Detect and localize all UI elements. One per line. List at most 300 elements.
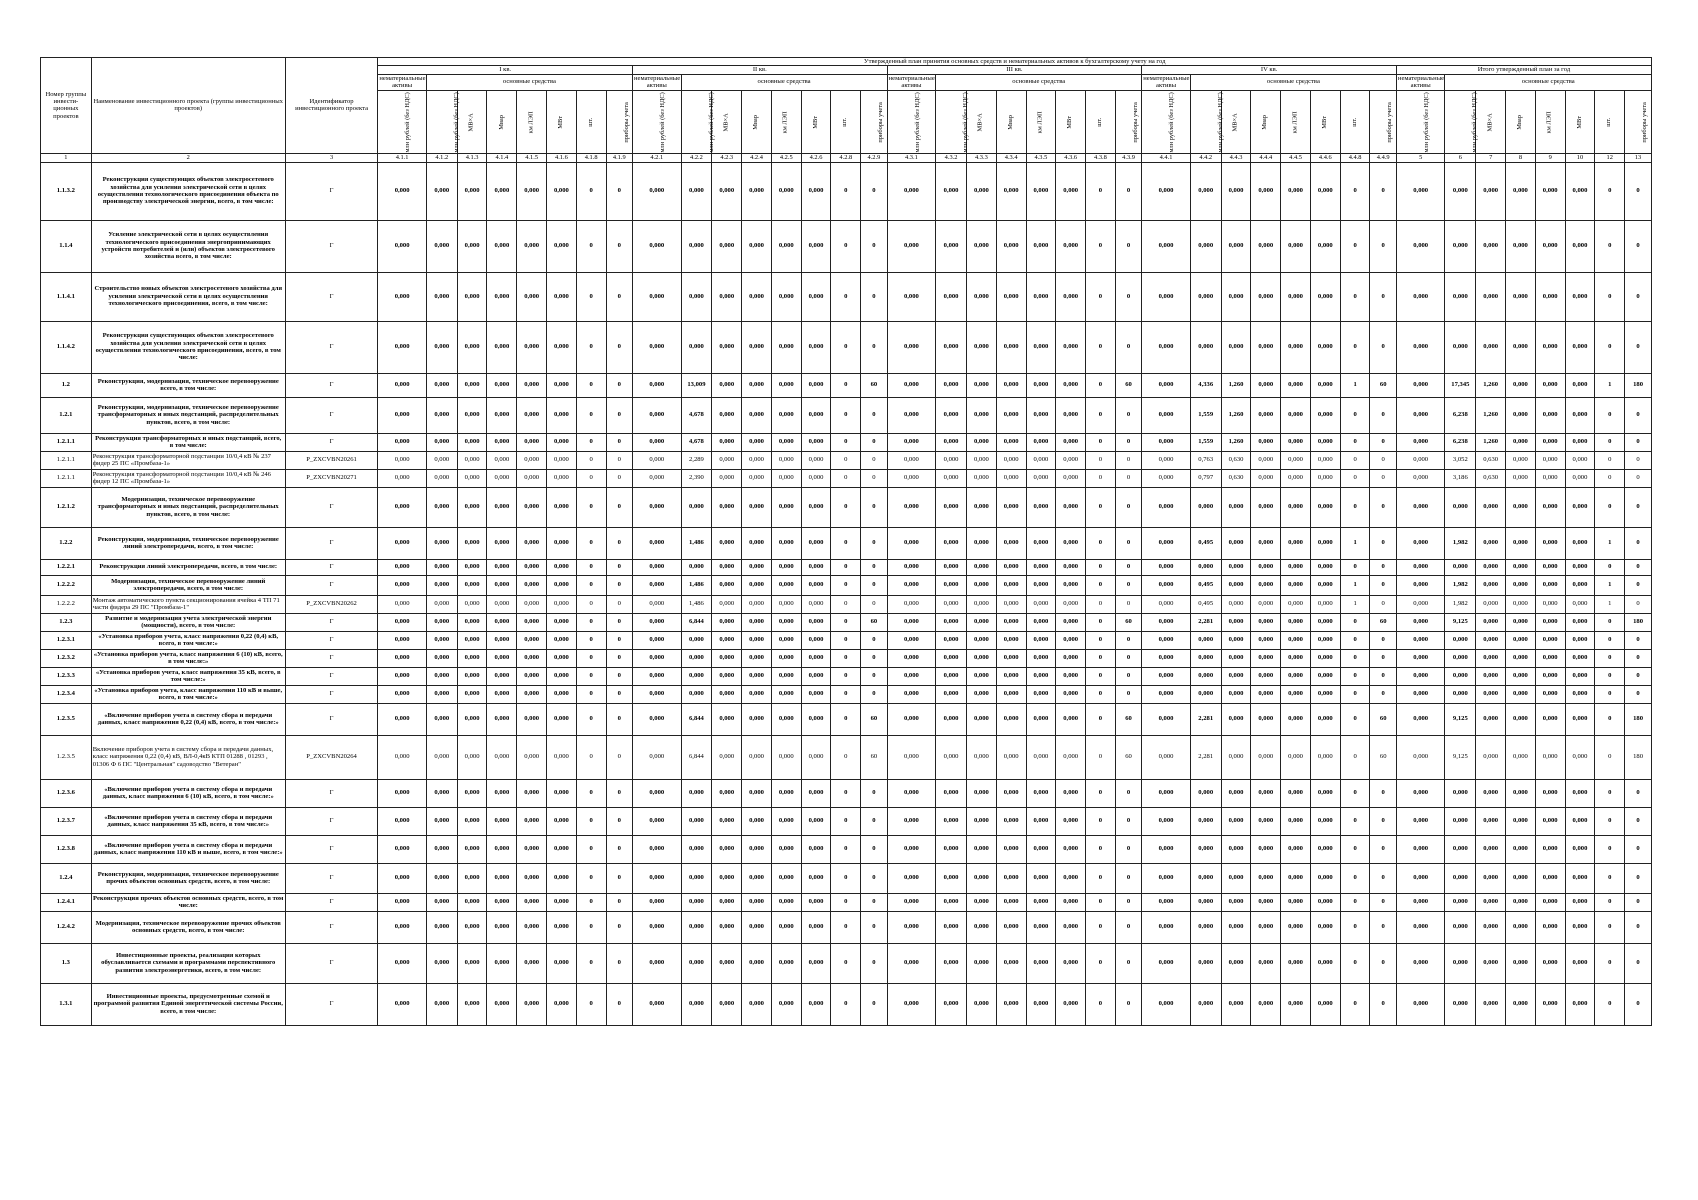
row-value: 0,000 bbox=[633, 162, 682, 220]
row-project-id: Г bbox=[285, 983, 378, 1025]
row-value: 0,000 bbox=[1251, 487, 1281, 527]
row-value: 0,000 bbox=[487, 613, 517, 631]
header-unit-label: Мвар bbox=[1006, 114, 1014, 130]
row-value: 0,000 bbox=[1506, 469, 1536, 487]
row-value: 60 bbox=[1115, 373, 1141, 397]
row-value: 0 bbox=[606, 162, 632, 220]
row-value: 0,000 bbox=[742, 943, 772, 983]
row-value: 0,000 bbox=[1445, 559, 1476, 575]
row-value: 0 bbox=[1086, 613, 1116, 631]
row-value: 0,000 bbox=[1026, 735, 1056, 779]
row-value: 0,000 bbox=[1281, 835, 1311, 863]
row-value: 0,000 bbox=[712, 735, 742, 779]
row-value: 0,000 bbox=[801, 685, 831, 703]
row-value: 1,982 bbox=[1445, 575, 1476, 595]
row-value: 0 bbox=[606, 220, 632, 272]
row-value: 0,000 bbox=[487, 835, 517, 863]
row-value: 0,000 bbox=[1396, 779, 1445, 807]
row-value: 0 bbox=[1625, 397, 1652, 433]
row-value: 0,000 bbox=[742, 835, 772, 863]
row-value: 0 bbox=[1086, 685, 1116, 703]
row-value: 0 bbox=[1086, 527, 1116, 559]
row-value: 0,000 bbox=[712, 433, 742, 451]
header-unit-label: км ЛЭП bbox=[1291, 111, 1299, 133]
row-value: 60 bbox=[861, 613, 887, 631]
row-value: 0,000 bbox=[1056, 983, 1086, 1025]
header-unit-label: Мвар bbox=[1261, 114, 1269, 130]
row-value: 0,630 bbox=[1476, 469, 1506, 487]
row-value: 0 bbox=[1340, 983, 1370, 1025]
row-value: 0,000 bbox=[378, 527, 427, 559]
row-value: 0,000 bbox=[517, 911, 547, 943]
row-value: 0 bbox=[576, 559, 606, 575]
row-value: 0 bbox=[606, 595, 632, 613]
row-value: 3,186 bbox=[1445, 469, 1476, 487]
row-value: 0,000 bbox=[1310, 272, 1340, 321]
row-value: 0,000 bbox=[1565, 835, 1595, 863]
row-value: 0 bbox=[1340, 703, 1370, 735]
row-value: 0,000 bbox=[517, 162, 547, 220]
header-unit-label: МВт bbox=[1320, 115, 1328, 129]
row-code: 1.2.3.3 bbox=[41, 667, 92, 685]
row-value: 0,000 bbox=[457, 631, 487, 649]
row-value: 0,000 bbox=[633, 595, 682, 613]
row-value: 0,000 bbox=[771, 631, 801, 649]
row-value: 0,000 bbox=[681, 807, 712, 835]
row-value: 0,000 bbox=[378, 321, 427, 373]
row-value: 0,000 bbox=[712, 272, 742, 321]
row-value: 0,000 bbox=[1281, 451, 1311, 469]
row-value: 0,000 bbox=[936, 397, 967, 433]
row-value: 0,000 bbox=[517, 272, 547, 321]
row-value: 0 bbox=[576, 893, 606, 911]
row-value: 0 bbox=[1340, 272, 1370, 321]
row-value: 0 bbox=[1115, 863, 1141, 893]
row-value: 0,000 bbox=[887, 685, 936, 703]
row-value: 0,000 bbox=[1142, 487, 1191, 527]
row-value: 0,000 bbox=[1506, 272, 1536, 321]
row-value: 0,000 bbox=[1506, 735, 1536, 779]
row-value: 0 bbox=[1625, 559, 1652, 575]
row-value: 0 bbox=[606, 321, 632, 373]
column-number: 2 bbox=[91, 153, 285, 162]
row-value: 0 bbox=[1115, 649, 1141, 667]
row-value: 0,000 bbox=[457, 649, 487, 667]
row-value: 0,000 bbox=[1142, 649, 1191, 667]
row-code: 1.2.2.1 bbox=[41, 559, 92, 575]
row-value: 0,000 bbox=[1476, 613, 1506, 631]
row-value: 0,000 bbox=[967, 911, 997, 943]
row-value: 0,000 bbox=[1251, 807, 1281, 835]
row-value: 0,000 bbox=[1026, 469, 1056, 487]
row-value: 0,000 bbox=[457, 863, 487, 893]
row-value: 0,000 bbox=[1565, 595, 1595, 613]
row-value: 0,000 bbox=[457, 983, 487, 1025]
row-value: 0 bbox=[576, 220, 606, 272]
row-value: 0 bbox=[1595, 613, 1625, 631]
row-value: 0 bbox=[1595, 162, 1625, 220]
row-value: 0,000 bbox=[1445, 667, 1476, 685]
row-value: 0 bbox=[1115, 433, 1141, 451]
header-unit bbox=[967, 90, 997, 153]
row-value: 0,000 bbox=[1026, 162, 1056, 220]
row-value: 0,000 bbox=[996, 469, 1026, 487]
row-value: 0 bbox=[1086, 649, 1116, 667]
row-value: 0,000 bbox=[1221, 779, 1251, 807]
row-value: 0 bbox=[831, 779, 861, 807]
header-unit-label: Мвар bbox=[497, 114, 505, 130]
row-value: 0,000 bbox=[1476, 272, 1506, 321]
column-number: 4.2.9 bbox=[861, 153, 887, 162]
header-intangible: нематериальные активы bbox=[634, 74, 681, 90]
row-value: 0,000 bbox=[712, 779, 742, 807]
header-intangible: нематериальные активы bbox=[1143, 74, 1190, 90]
row-value: 0,000 bbox=[1221, 162, 1251, 220]
row-value: 0 bbox=[831, 835, 861, 863]
row-value: 0,000 bbox=[547, 469, 577, 487]
row-value: 180 bbox=[1625, 735, 1652, 779]
row-code: 1.2.1.1 bbox=[41, 469, 92, 487]
row-value: 0,000 bbox=[633, 735, 682, 779]
row-value: 0,000 bbox=[1281, 983, 1311, 1025]
row-value: 0,000 bbox=[457, 807, 487, 835]
row-value: 0,000 bbox=[1310, 575, 1340, 595]
row-value: 0,000 bbox=[1056, 779, 1086, 807]
row-value: 0,000 bbox=[996, 162, 1026, 220]
row-value: 0,000 bbox=[996, 451, 1026, 469]
row-value: 0,000 bbox=[1026, 649, 1056, 667]
row-value: 0 bbox=[1595, 649, 1625, 667]
row-value: 0,000 bbox=[1281, 863, 1311, 893]
row-value: 0,000 bbox=[487, 397, 517, 433]
row-value: 0,000 bbox=[1506, 863, 1536, 893]
row-value: 1,260 bbox=[1221, 397, 1251, 433]
row-project-id: Г bbox=[285, 893, 378, 911]
row-value: 0,000 bbox=[1056, 162, 1086, 220]
row-value: 0,000 bbox=[633, 893, 682, 911]
row-value: 13,009 bbox=[681, 373, 712, 397]
row-value: 0,000 bbox=[1476, 685, 1506, 703]
header-fixed-assets: основные средства bbox=[936, 74, 1142, 90]
row-value: 0,000 bbox=[712, 943, 742, 983]
row-value: 0,000 bbox=[967, 527, 997, 559]
row-value: 0,000 bbox=[742, 469, 772, 487]
row-value: 0,000 bbox=[1535, 451, 1565, 469]
row-value: 0,000 bbox=[936, 943, 967, 983]
row-value: 0,000 bbox=[1026, 433, 1056, 451]
header-unit-label: млн рублей (без НДС) bbox=[1471, 91, 1479, 153]
row-value: 0,000 bbox=[1281, 272, 1311, 321]
row-value: 0,000 bbox=[1142, 703, 1191, 735]
header-unit bbox=[1281, 90, 1311, 153]
row-value: 0 bbox=[1595, 685, 1625, 703]
row-value: 0 bbox=[831, 685, 861, 703]
row-value: 0,000 bbox=[1281, 911, 1311, 943]
row-value: 0,000 bbox=[887, 703, 936, 735]
row-value: 0 bbox=[576, 595, 606, 613]
header-unit bbox=[1190, 90, 1224, 153]
row-value: 1,559 bbox=[1190, 433, 1221, 451]
row-value: 0,000 bbox=[1565, 220, 1595, 272]
table-row bbox=[41, 613, 1652, 631]
row-value: 0,000 bbox=[967, 575, 997, 595]
row-value: 0,000 bbox=[1281, 807, 1311, 835]
row-value: 0,000 bbox=[1565, 863, 1595, 893]
header-row-1 bbox=[41, 58, 1652, 66]
header-unit-label: МВ×А bbox=[1486, 112, 1494, 132]
row-value: 0,495 bbox=[1190, 527, 1221, 559]
row-value: 0,000 bbox=[887, 631, 936, 649]
row-value: 0,000 bbox=[996, 703, 1026, 735]
row-value: 0,000 bbox=[742, 575, 772, 595]
row-value: 0,000 bbox=[1056, 703, 1086, 735]
row-value: 0 bbox=[1340, 433, 1370, 451]
row-value: 0,000 bbox=[457, 835, 487, 863]
row-value: 0,000 bbox=[1056, 835, 1086, 863]
row-value: 0,000 bbox=[378, 469, 427, 487]
row-value: 0,000 bbox=[1142, 893, 1191, 911]
row-value: 0,000 bbox=[1565, 373, 1595, 397]
row-value: 0,000 bbox=[1565, 735, 1595, 779]
row-value: 0,000 bbox=[547, 779, 577, 807]
row-value: 0,000 bbox=[967, 807, 997, 835]
row-value: 0,000 bbox=[712, 863, 742, 893]
row-value: 0,000 bbox=[1565, 631, 1595, 649]
row-project-id: Г bbox=[285, 631, 378, 649]
row-value: 0,000 bbox=[996, 527, 1026, 559]
row-value: 0,000 bbox=[1476, 807, 1506, 835]
row-value: 0,000 bbox=[517, 667, 547, 685]
row-value: 0,000 bbox=[457, 527, 487, 559]
row-value: 0,000 bbox=[1506, 983, 1536, 1025]
row-value: 0,000 bbox=[1190, 162, 1221, 220]
row-value: 0 bbox=[831, 911, 861, 943]
row-value: 0,000 bbox=[712, 469, 742, 487]
row-value: 0 bbox=[1370, 835, 1396, 863]
row-value: 0,000 bbox=[801, 272, 831, 321]
row-value: 0,000 bbox=[457, 595, 487, 613]
row-value: 0,000 bbox=[1281, 779, 1311, 807]
row-value: 0,000 bbox=[1476, 595, 1506, 613]
row-value: 0 bbox=[1086, 667, 1116, 685]
row-value: 0,000 bbox=[1221, 321, 1251, 373]
row-value: 0,000 bbox=[712, 162, 742, 220]
row-code: 1.2.4.2 bbox=[41, 911, 92, 943]
table-row bbox=[41, 397, 1652, 433]
row-value: 1,486 bbox=[681, 575, 712, 595]
row-value: 0,630 bbox=[1476, 451, 1506, 469]
row-value: 0,000 bbox=[1565, 703, 1595, 735]
row-value: 0 bbox=[576, 527, 606, 559]
row-value: 0,000 bbox=[1476, 631, 1506, 649]
row-value: 0 bbox=[1625, 631, 1652, 649]
row-value: 0,000 bbox=[1310, 863, 1340, 893]
row-value: 0,000 bbox=[1026, 983, 1056, 1025]
row-value: 1,982 bbox=[1445, 527, 1476, 559]
row-value: 0,000 bbox=[771, 667, 801, 685]
header-unit-label: млн рублей (без НДС) bbox=[707, 91, 715, 153]
row-value: 0,000 bbox=[1056, 487, 1086, 527]
row-value: 1 bbox=[1595, 575, 1625, 595]
row-value: 0,000 bbox=[1190, 893, 1221, 911]
row-value: 0 bbox=[1115, 807, 1141, 835]
row-value: 0,000 bbox=[936, 911, 967, 943]
row-value: 0,000 bbox=[801, 649, 831, 667]
row-value: 0,000 bbox=[1506, 685, 1536, 703]
row-value: 0 bbox=[1595, 807, 1625, 835]
row-value: 0,000 bbox=[681, 667, 712, 685]
row-value: 0,000 bbox=[1142, 835, 1191, 863]
row-value: 0 bbox=[1370, 575, 1396, 595]
column-number: 4.3.6 bbox=[1056, 153, 1086, 162]
row-project-name: Реконструкция линий электропередачи, всего, в том числе: bbox=[91, 559, 285, 575]
row-value: 0 bbox=[831, 487, 861, 527]
row-value: 0,000 bbox=[633, 983, 682, 1025]
row-value: 0,000 bbox=[936, 631, 967, 649]
row-value: 0,000 bbox=[742, 667, 772, 685]
row-value: 0,000 bbox=[1396, 373, 1445, 397]
row-project-name: Инвестиционные проекты, реализация которых обуславливается схемами и программами перспективного развития электроэнергетики, всего, в том числе: bbox=[91, 943, 285, 983]
row-value: 0,000 bbox=[801, 162, 831, 220]
header-unit-label: млн рублей (без НДС) bbox=[1216, 91, 1224, 153]
row-value: 0,000 bbox=[1396, 575, 1445, 595]
row-value: 0 bbox=[1370, 487, 1396, 527]
row-value: 0,000 bbox=[742, 631, 772, 649]
row-value: 0 bbox=[606, 451, 632, 469]
row-value: 0,000 bbox=[1221, 911, 1251, 943]
row-project-id: Г bbox=[285, 220, 378, 272]
row-value: 0,000 bbox=[1310, 631, 1340, 649]
row-value: 0,000 bbox=[1251, 433, 1281, 451]
row-value: 0,000 bbox=[996, 649, 1026, 667]
header-unit-label: МВ×А bbox=[722, 112, 730, 132]
header-unit-label: шт. bbox=[1096, 117, 1104, 127]
row-value: 0,000 bbox=[936, 649, 967, 667]
row-value: 0,000 bbox=[517, 373, 547, 397]
row-value: 0,000 bbox=[1310, 779, 1340, 807]
row-value: 0,000 bbox=[1190, 321, 1221, 373]
column-number: 13 bbox=[1625, 153, 1652, 162]
row-value: 0,000 bbox=[887, 272, 936, 321]
header-unit-label: МВ×А bbox=[1231, 112, 1239, 132]
row-value: 0 bbox=[1115, 911, 1141, 943]
row-value: 0,000 bbox=[1506, 220, 1536, 272]
row-value: 0,000 bbox=[1396, 397, 1445, 433]
row-value: 0,000 bbox=[457, 397, 487, 433]
row-value: 0,000 bbox=[378, 162, 427, 220]
row-value: 0 bbox=[1625, 469, 1652, 487]
row-value: 0,000 bbox=[1506, 893, 1536, 911]
column-number: 4.4.2 bbox=[1190, 153, 1221, 162]
column-number: 4.3.2 bbox=[936, 153, 967, 162]
row-value: 0,000 bbox=[771, 272, 801, 321]
header-unit bbox=[633, 90, 682, 153]
row-value: 0,000 bbox=[633, 703, 682, 735]
row-value: 60 bbox=[1370, 373, 1396, 397]
row-value: 0 bbox=[1340, 863, 1370, 893]
row-value: 0,000 bbox=[1026, 893, 1056, 911]
row-value: 0 bbox=[1340, 397, 1370, 433]
row-value: 0,000 bbox=[1535, 559, 1565, 575]
row-value: 0,000 bbox=[1396, 527, 1445, 559]
row-value: 0 bbox=[831, 631, 861, 649]
row-value: 0,000 bbox=[801, 575, 831, 595]
row-value: 0,000 bbox=[1056, 863, 1086, 893]
row-value: 0,000 bbox=[1281, 685, 1311, 703]
header-unit-label: млн рублей (без НДС) bbox=[1168, 91, 1176, 153]
row-value: 0 bbox=[1595, 983, 1625, 1025]
row-value: 0,000 bbox=[1310, 595, 1340, 613]
row-value: 0,000 bbox=[887, 983, 936, 1025]
row-value: 0,000 bbox=[996, 779, 1026, 807]
row-value: 0 bbox=[576, 373, 606, 397]
row-value: 60 bbox=[1115, 703, 1141, 735]
row-value: 0 bbox=[1086, 943, 1116, 983]
row-value: 0,000 bbox=[1190, 667, 1221, 685]
row-value: 0,000 bbox=[517, 685, 547, 703]
row-value: 0,000 bbox=[547, 272, 577, 321]
row-value: 0 bbox=[1370, 220, 1396, 272]
row-project-name: Реконструкция существующих объектов электросетевого хозяйства для усиления электрической сети в целях осуществления технологического присоединения, всего, в том числе: bbox=[91, 321, 285, 373]
header-unit bbox=[1142, 90, 1191, 153]
row-value: 0 bbox=[1086, 487, 1116, 527]
row-value: 0 bbox=[1340, 779, 1370, 807]
row-value: 0,000 bbox=[1310, 703, 1340, 735]
row-value: 0 bbox=[1340, 735, 1370, 779]
row-value: 0 bbox=[1086, 397, 1116, 433]
row-value: 0,000 bbox=[712, 703, 742, 735]
row-value: 0,000 bbox=[771, 559, 801, 575]
row-value: 0,000 bbox=[712, 487, 742, 527]
row-value: 0,000 bbox=[936, 613, 967, 631]
row-value: 0,000 bbox=[1535, 685, 1565, 703]
header-unit-label: млн рублей (без НДС) bbox=[658, 91, 666, 153]
row-value: 0,000 bbox=[1396, 321, 1445, 373]
row-project-id: Г bbox=[285, 272, 378, 321]
column-number: 12 bbox=[1595, 153, 1625, 162]
row-value: 0,000 bbox=[378, 835, 427, 863]
row-value: 0,000 bbox=[996, 220, 1026, 272]
row-value: 0,000 bbox=[801, 807, 831, 835]
row-value: 0 bbox=[576, 735, 606, 779]
header-unit bbox=[1506, 90, 1536, 153]
row-value: 0,000 bbox=[1056, 943, 1086, 983]
row-value: 0,000 bbox=[936, 162, 967, 220]
row-value: 0,000 bbox=[936, 983, 967, 1025]
row-value: 0,000 bbox=[771, 321, 801, 373]
row-value: 0,000 bbox=[1310, 983, 1340, 1025]
row-value: 0 bbox=[861, 527, 887, 559]
row-value: 0,000 bbox=[1281, 559, 1311, 575]
row-value: 0,000 bbox=[771, 893, 801, 911]
row-value: 0,000 bbox=[996, 835, 1026, 863]
row-value: 0 bbox=[861, 835, 887, 863]
row-value: 0,763 bbox=[1190, 451, 1221, 469]
row-value: 60 bbox=[861, 703, 887, 735]
row-value: 0,000 bbox=[547, 943, 577, 983]
row-value: 0 bbox=[1595, 487, 1625, 527]
row-value: 0 bbox=[831, 613, 861, 631]
row-value: 0,000 bbox=[1056, 451, 1086, 469]
row-value: 0,000 bbox=[1310, 667, 1340, 685]
row-value: 0,000 bbox=[801, 779, 831, 807]
header-unit bbox=[1056, 90, 1086, 153]
row-value: 0,000 bbox=[1506, 779, 1536, 807]
row-value: 0,000 bbox=[1535, 779, 1565, 807]
row-value: 0 bbox=[1625, 911, 1652, 943]
row-value: 0 bbox=[606, 433, 632, 451]
row-value: 0,000 bbox=[1026, 559, 1056, 575]
